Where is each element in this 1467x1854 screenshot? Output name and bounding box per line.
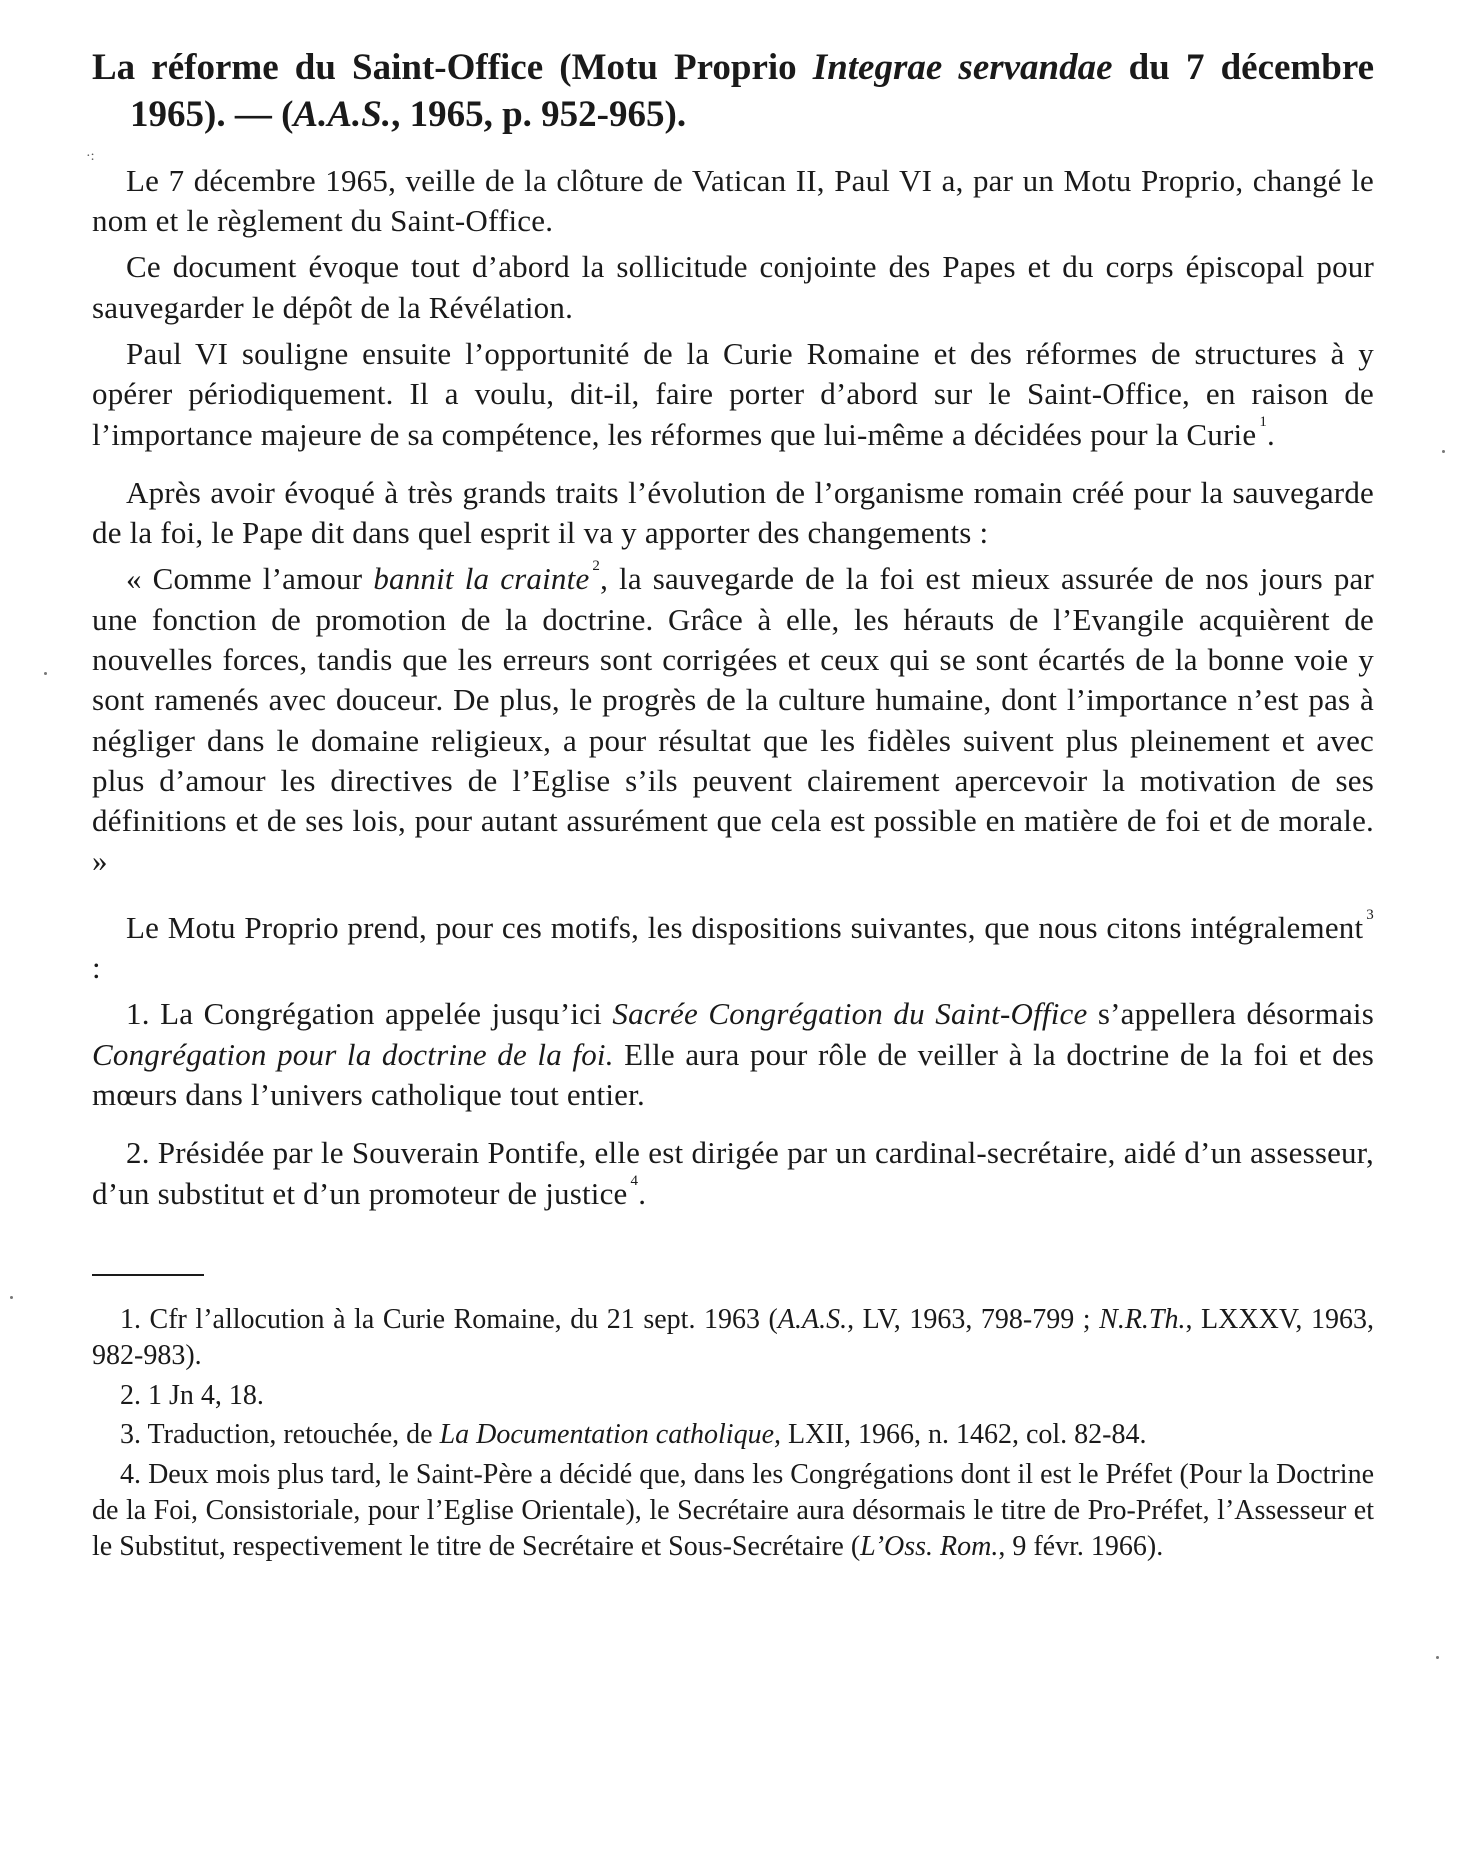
article-heading — [92, 44, 1374, 139]
footnote-italic: A.A.S. — [777, 1303, 848, 1335]
footnote-ref: 1 — [1259, 413, 1268, 430]
paragraph: Après avoir évoqué à très grands traits l’évolution de l’organisme romain créé pour la sauvegarde de la foi, le Pape dit dans quel esprit il va y apporter des changements : — [92, 474, 1374, 551]
paragraph: Le 7 décembre 1965, veille de la clôture de Vatican II, Paul VI a, par un Motu Proprio, changé le nom et le règlement du Saint-Office. — [92, 162, 1374, 239]
provision-text: Elle aura pour rôle de veiller à la doctrine de la foi et des mœurs dans l’univers catholique tout entier. — [92, 1036, 1374, 1112]
provision-text: . — [638, 1175, 647, 1211]
document-page — [92, 44, 1374, 1569]
quotation-text: , la sauvegarde de la foi est mieux assurée de nos jours par une fonction de promotion de la doctrine. Grâce à elle, les hérauts de l’Evangile acquièrent de nouvelles forces, tandis que les erreurs sont corrigées et ceux qui se sont écartés de la bonne voie y sont ramenés avec douceur. De plus, le progrès de la culture humaine, dont l’importance n’est pas à négliger dans le domaine religieux, a pour résultat que les fidèles suivent plus pleinement et avec plus d’amour les directives de l’Eglise s’ils peuvent clairement apercevoir la motivation de ses définitions et de ses lois, pour autant assurément que cela est possible en matière de foi et de morale. » — [92, 561, 1375, 879]
provision-text: 2. Présidée par le Souverain Pontife, elle est dirigée par un cardinal-secrétaire, aidé d’un assesseur, d’un substitut et d’un promoteur de justice — [92, 1135, 1374, 1211]
footnote-text: 1. Cfr l’allocution à la Curie Romaine, du 21 sept. 1963 ( — [120, 1303, 778, 1335]
quotation — [92, 559, 1374, 881]
numbered-provision — [92, 1133, 1374, 1214]
scan-speck — [1442, 450, 1445, 453]
heading-title: La réforme du Saint-Office — [92, 47, 544, 88]
footnote: 2. 1 Jn 4, 18. — [120, 1379, 264, 1411]
footnote — [92, 1417, 1374, 1453]
footnote-ref: 2 — [592, 558, 601, 575]
footnote-separator — [92, 1274, 204, 1276]
provision-text: 1. La Congrégation appelée jusqu’ici — [126, 996, 613, 1032]
footnote-text: , 9 févr. 1966). — [998, 1530, 1164, 1562]
stray-mark: ·: — [86, 149, 95, 164]
heading-text: du 7 décembre 1965). — ( — [130, 47, 1374, 136]
provision-italic: Sacrée Congrégation du Saint-Office — [612, 996, 1088, 1032]
footnote-italic: L’Oss. Rom. — [860, 1530, 999, 1562]
paragraph — [92, 334, 1374, 455]
footnote-text: , LV, 1963, 798-799 ; — [847, 1303, 1100, 1335]
footnote-text: 3. Traduction, retouchée, de — [120, 1419, 440, 1451]
footnote-italic: La Documentation catholique, — [439, 1419, 781, 1451]
scan-speck — [44, 672, 47, 675]
paragraph-text: Paul VI souligne ensuite l’opportunité de la Curie Romaine et des réformes de structures à y opérer périodiquement. Il a voulu, dit-il, faire porter d’abord sur le Saint-Office, en raison de l’importance majeure de sa compétence, les réformes que lui-même a décidées pour la Curie — [92, 335, 1374, 452]
provision-text: s’appellera désormais — [1087, 996, 1374, 1032]
numbered-provision — [92, 994, 1374, 1115]
paragraph: Ce document évoque tout d’abord la sollicitude conjointe des Papes et du corps épiscopal pour sauvegarder le dépôt de la Révélation. — [92, 249, 1374, 325]
heading-source: A.A.S. — [293, 94, 392, 136]
scan-speck — [1436, 1656, 1439, 1659]
quotation-italic: bannit la crainte — [373, 561, 590, 597]
paragraph-text: . — [1267, 416, 1275, 452]
paragraph — [92, 908, 1374, 989]
quotation-text: « Comme l’amour — [126, 561, 374, 597]
footnote-text: LXII, 1966, n. 1462, col. 82-84. — [781, 1419, 1147, 1451]
paragraph-text: Le Motu Proprio prend, pour ces motifs, les dispositions suivantes, que nous citons intégralement — [126, 909, 1364, 945]
footnote-italic: N.R.Th. — [1099, 1303, 1186, 1335]
paragraph-text: : — [92, 950, 101, 986]
scan-speck — [10, 1296, 13, 1299]
heading-document-name: Integrae servandae — [812, 47, 1113, 88]
heading-text: (Motu Proprio — [543, 47, 813, 88]
heading-text: , 1965, p. 952-965). — [391, 94, 687, 136]
footnote-text: 4. Deux mois plus tard, le Saint-Père a décidé que, dans les Congrégations dont il est le Préfet (Pour la Doctrine de la Foi, Consistoriale, pour l’Eglise Orientale), le Secrétaire aura désormais le titre de Pro-Préfet, l’Assesseur et le Substitut, respectivement le titre de Secrétaire et Sous-Secrétaire ( — [92, 1459, 1374, 1562]
footnote — [92, 1457, 1374, 1564]
provision-italic: Congrégation pour la doctrine de la foi. — [92, 1036, 614, 1072]
footnote-text: , LXXXV, 1963, 982-983). — [92, 1303, 1374, 1371]
footnote — [92, 1302, 1374, 1374]
footnote-ref: 3 — [1366, 906, 1374, 923]
footnote-ref: 4 — [630, 1172, 639, 1189]
